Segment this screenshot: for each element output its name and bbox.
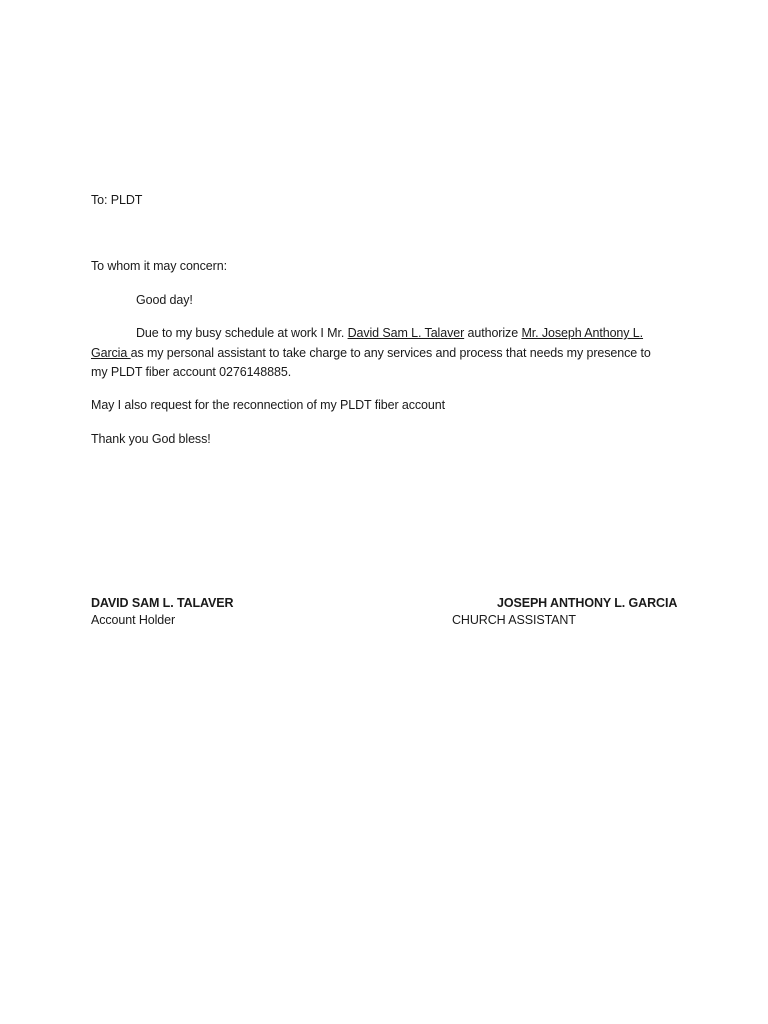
signature-left-title: Account Holder [91, 613, 176, 627]
salutation: To whom it may concern: [91, 259, 227, 273]
body-paragraph-1-line-3: my PLDT fiber account 0276148885. [91, 365, 292, 379]
assistant-name: Mr. Joseph Anthony L. [521, 326, 644, 340]
body-text: as my personal assistant to take charge to any services and process that needs my presence to [130, 346, 651, 360]
body-text: authorize [464, 326, 522, 340]
signature-left-name: DAVID SAM L. TALAVER [91, 596, 234, 610]
assistant-name-cont: Garcia [91, 346, 131, 360]
signature-right-name: JOSEPH ANTHONY L. GARCIA [497, 596, 678, 610]
greeting: Good day! [136, 293, 193, 307]
body-text: Due to my busy schedule at work I Mr. [136, 326, 348, 340]
account-holder-name: David Sam L. Talaver [347, 326, 465, 340]
signature-right-title: CHURCH ASSISTANT [452, 613, 576, 627]
body-paragraph-1-line-2 [91, 343, 651, 363]
body-paragraph-1-line-1 [136, 323, 643, 343]
body-paragraph-2: May I also request for the reconnection of my PLDT fiber account [91, 398, 445, 412]
closing-line: Thank you God bless! [91, 432, 211, 446]
to-line: To: PLDT [91, 193, 143, 207]
